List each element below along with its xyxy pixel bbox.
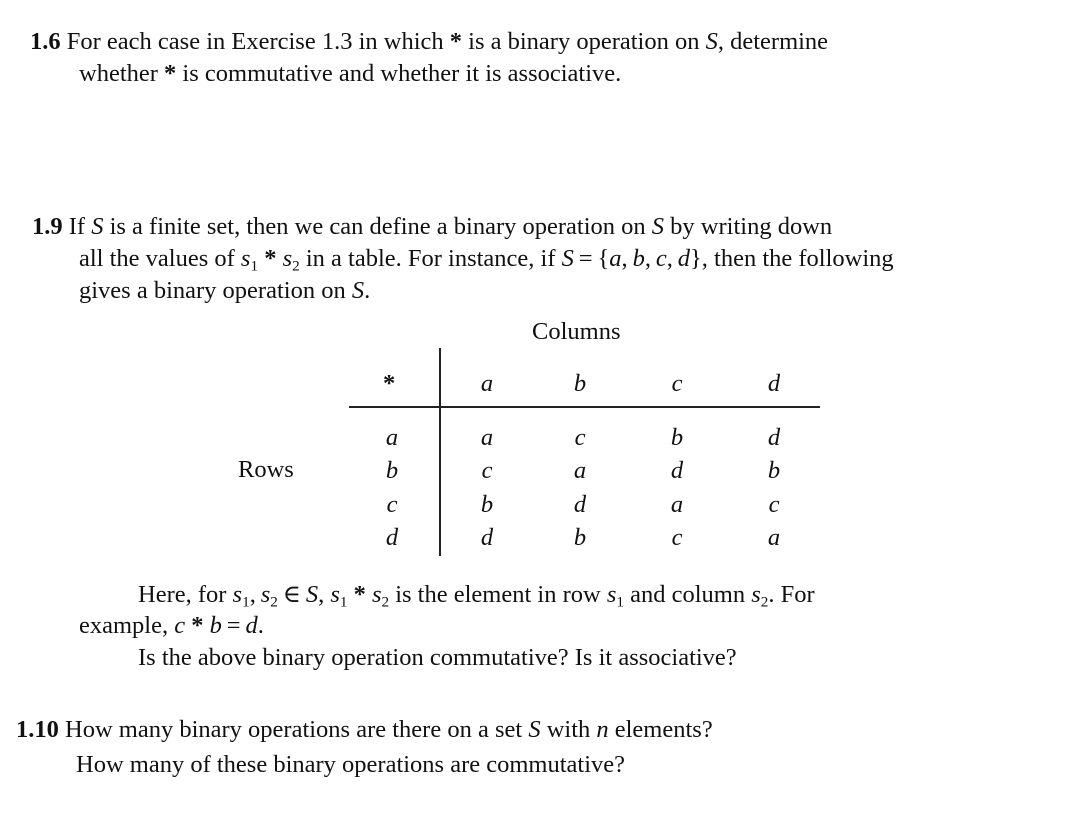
- table-cell-a-a: a: [480, 424, 494, 451]
- operation-star-symbol: *: [383, 370, 396, 397]
- table-horizontal-rule: [349, 406, 820, 408]
- exercise-1-9-line-2: all the values of $s_1 * s_2$ in a table. For instance, if S = {a, b, c, d}, then the following: [79, 245, 894, 275]
- table-cell-b-b: a: [573, 457, 587, 484]
- table-vertical-rule: [439, 348, 441, 556]
- table-cell-b-a: c: [481, 457, 493, 484]
- row-header-a: a: [385, 424, 399, 451]
- column-header-c: c: [671, 370, 683, 397]
- exercise-1-9-line-3: gives a binary operation on S.: [79, 277, 371, 304]
- table-cell-b-c: d: [670, 457, 684, 484]
- exercise-1-10-line-1: 1.10 How many binary operations are there on a set S with n elements?: [16, 716, 713, 743]
- exercise-1-6-line-1: 1.6 For each case in Exercise 1.3 in which * is a binary operation on S, determine: [30, 28, 829, 55]
- row-header-c: c: [386, 491, 398, 518]
- exercise-1-9-explanation-line-1: Here, for $s_1$, $s_2$ ∈ S, $s_1 * s_2$ is the element in row $s_1$ and column $s_2$. For: [138, 581, 815, 611]
- table-cell-c-c: a: [670, 491, 684, 518]
- table-cell-a-d: d: [767, 424, 781, 451]
- exercise-number: 1.10: [16, 716, 59, 743]
- column-header-b: b: [573, 370, 587, 397]
- columns-label: Columns: [532, 318, 621, 345]
- table-cell-d-c: c: [671, 524, 683, 551]
- table-cell-a-c: b: [670, 424, 684, 451]
- row-header-d: d: [385, 524, 399, 551]
- exercise-number: 1.6: [30, 28, 61, 55]
- exercise-number: 1.9: [32, 213, 63, 240]
- table-cell-d-b: b: [573, 524, 587, 551]
- row-header-b: b: [385, 457, 399, 484]
- table-cell-a-b: c: [574, 424, 586, 451]
- table-cell-c-b: d: [573, 491, 587, 518]
- table-cell-c-a: b: [480, 491, 494, 518]
- exercise-1-9-explanation-line-2: example, c * b = d.: [79, 612, 264, 639]
- column-header-d: d: [767, 370, 781, 397]
- exercise-1-9-question: Is the above binary operation commutative? Is it associative?: [138, 644, 737, 671]
- table-cell-b-d: b: [767, 457, 781, 484]
- table-cell-d-a: d: [480, 524, 494, 551]
- table-cell-c-d: c: [768, 491, 780, 518]
- exercise-1-9-line-1: 1.9 If S is a finite set, then we can define a binary operation on S by writing down: [32, 213, 833, 240]
- column-header-a: a: [480, 370, 494, 397]
- exercise-1-10-line-2: How many of these binary operations are commutative?: [76, 751, 626, 778]
- rows-label: Rows: [238, 456, 294, 483]
- table-cell-d-d: a: [767, 524, 781, 551]
- exercise-1-6-line-2: whether * is commutative and whether it is associative.: [79, 60, 622, 87]
